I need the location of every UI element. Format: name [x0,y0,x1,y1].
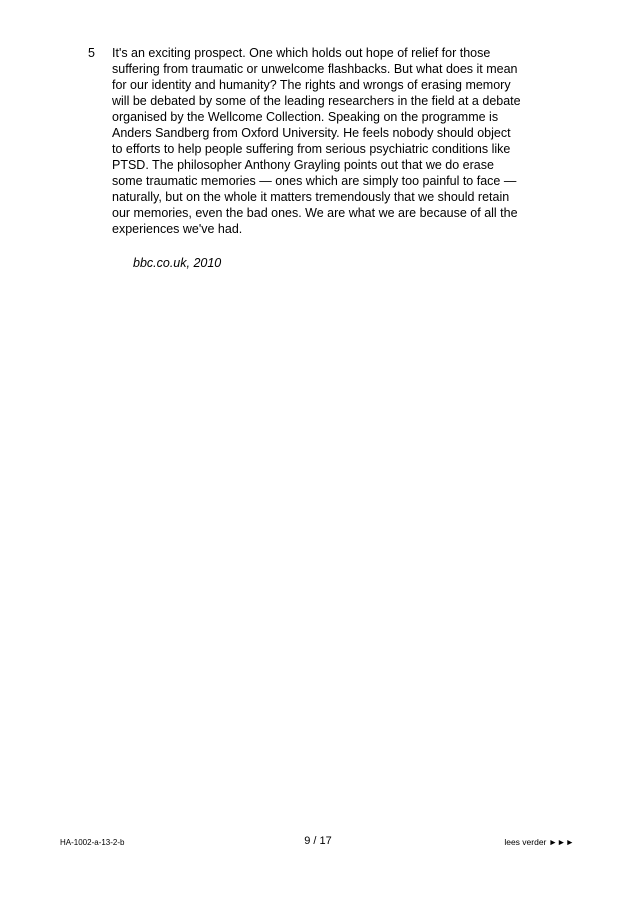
paragraph-line: some traumatic memories — ones which are simply too painful to face — [112,174,517,188]
paragraph-line: for our identity and humanity? The rights and wrongs of erasing memory [112,78,511,92]
paragraph-line: our memories, even the bad ones. We are what we are because of all the [112,206,518,220]
continue-indicator: lees verder ►►► [504,837,574,847]
paragraph-line: It's an exciting prospect. One which holds out hope of relief for those [112,46,491,60]
page-number: 9 / 17 [304,835,332,847]
source-citation: bbc.co.uk, 2010 [133,256,222,270]
paragraph-line: experiences we've had. [112,222,243,236]
paragraph-line: Anders Sandberg from Oxford University. He feels nobody should object [112,126,511,140]
paragraph-number: 5 [88,46,95,60]
document-code: HA-1002-a-13-2-b [60,838,125,847]
paragraph-line: PTSD. The philosopher Anthony Grayling points out that we do erase [112,158,494,172]
paragraph-line: to efforts to help people suffering from serious psychiatric conditions like [112,142,511,156]
paragraph-line: naturally, but on the whole it matters tremendously that we should retain [112,190,510,204]
paragraph-line: will be debated by some of the leading researchers in the field at a debate [112,94,521,108]
paragraph-line: suffering from traumatic or unwelcome flashbacks. But what does it mean [112,62,518,76]
paragraph-line: organised by the Wellcome Collection. Speaking on the programme is [112,110,499,124]
paragraph-body [112,45,572,237]
